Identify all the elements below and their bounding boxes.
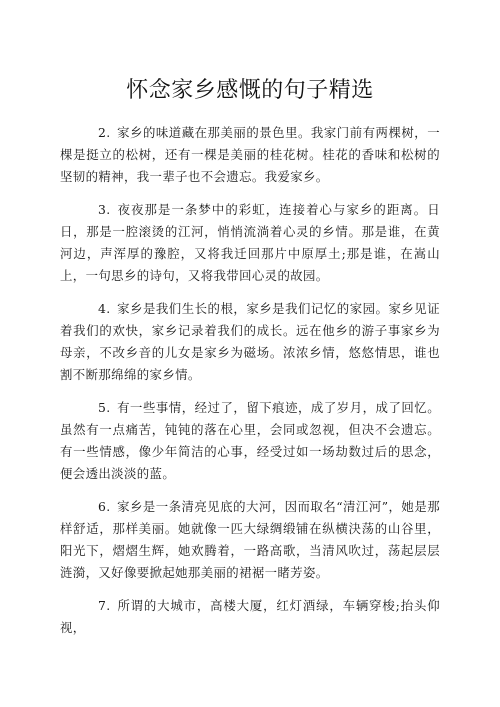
document-title: 怀念家乡感慨的句子精选: [126, 78, 374, 103]
paragraph-text: 家乡是我们生长的根，家乡是我们记忆的家园。家乡见证着我们的欢快，家乡记录着我们的成长。远在他乡的游子事家乡为母亲，不改乡音的儿女是家乡为磁场。浓浓乡情，悠悠情思，谁也割不断那绵绵的家乡情。: [60, 301, 441, 382]
paragraph-5: [60, 397, 440, 485]
paragraph-text: 所谓的大城市，高楼大厦，红灯酒绿，车辆穿梭;抬头仰视，: [60, 598, 440, 635]
paragraph-number: 5.: [98, 400, 111, 415]
paragraph-number: 6.: [98, 499, 111, 514]
paragraph-7: [60, 595, 440, 639]
paragraph-6: [60, 496, 440, 584]
paragraph-number: 3.: [98, 202, 111, 217]
document-body: [60, 122, 440, 650]
paragraph-3: [60, 199, 440, 287]
paragraph-4: [60, 298, 440, 386]
paragraph-text: 有一些事情，经过了，留下痕迹，成了岁月，成了回忆。虽然有一点痛苦，钝钝的落在心里，会同或忽视，但决不会遗忘。有一些情感，像少年简洁的心事，经受过如一场劫数过后的思念，便会透出淡淡的蓝。: [60, 400, 441, 481]
paragraph-text: 家乡的味道藏在那美丽的景色里。我家门前有两棵树，一棵是挺立的松树，还有一棵是美丽的桂花树。桂花的香味和松树的坚韧的精神，我一辈子也不会遗忘。我爱家乡。: [60, 125, 441, 184]
paragraph-text: 家乡是一条清亮见底的大河，因而取名“清江河”，她是那样舒适，那样美丽。她就像一匹大绿绸缎铺在纵横決荡的山谷里，阳光下，熠熠生辉，她欢腾着，一路高歌，当清风吹过，荡起层层涟漪，又好像要掀起她那美丽的裙裾一睹芳姿。: [60, 499, 441, 580]
paragraph-2: [60, 122, 440, 188]
paragraph-number: 4.: [98, 301, 111, 316]
paragraph-text: 夜夜那是一条梦中的彩虹，连接着心与家乡的距离。日日，那是一腔滚烫的江河，悄悄流淌着心灵的乡情。那是谁，在黄河边，声浑厚的豫腔，又将我迁回那片中原厚土;那是谁，在嵩山上，一句思乡的诗句，又将我带回心灵的故园。: [60, 202, 440, 283]
paragraph-number: 2.: [98, 125, 111, 140]
paragraph-number: 7.: [98, 598, 111, 613]
